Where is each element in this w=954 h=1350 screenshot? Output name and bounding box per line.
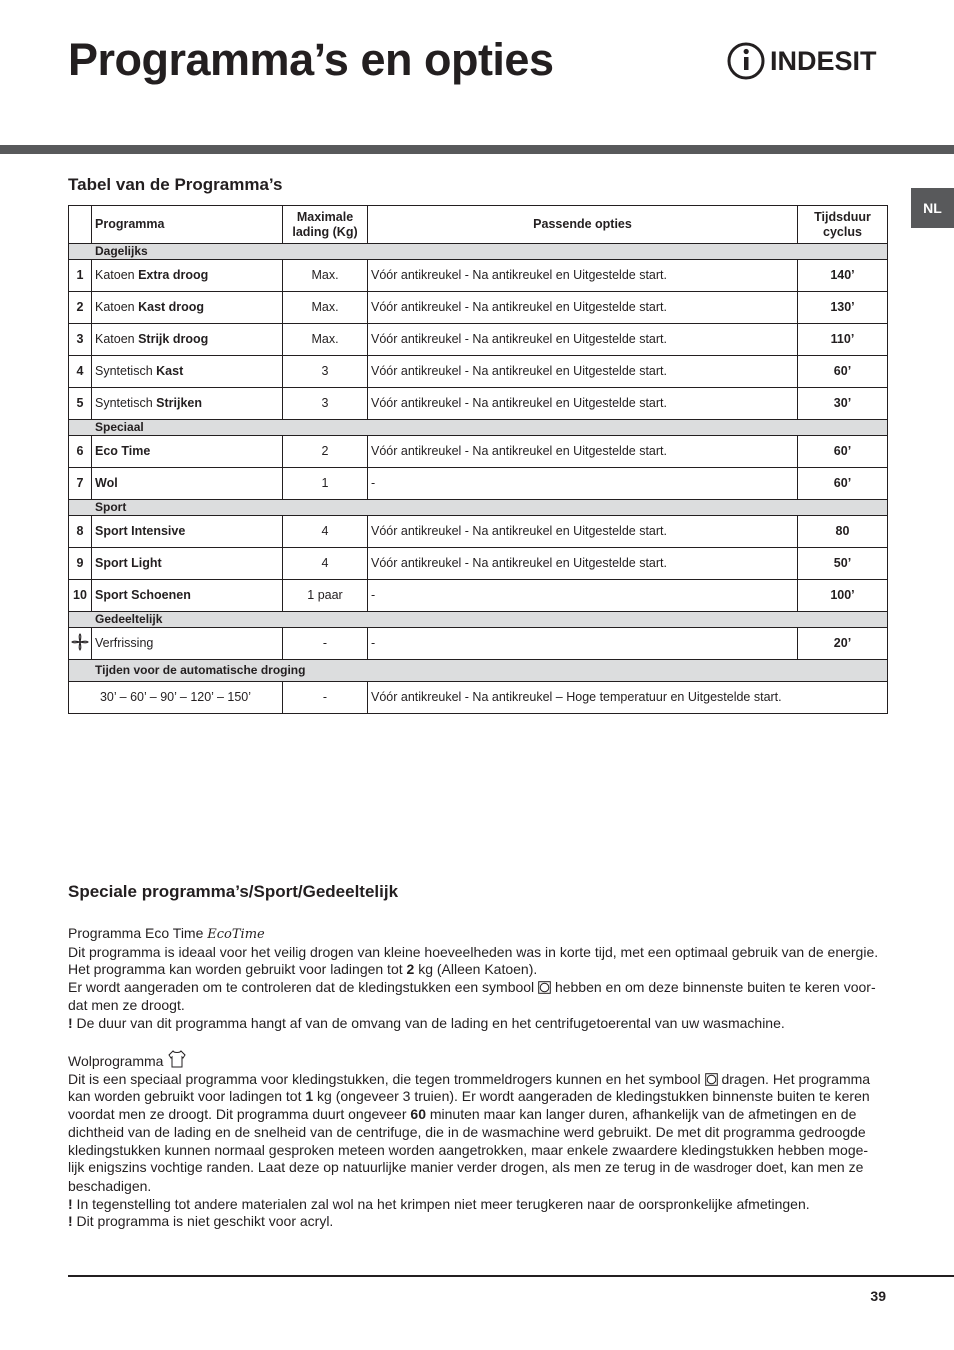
row-program [92, 436, 283, 468]
row-program-type: Katoen [95, 332, 139, 346]
row-program-type: Katoen [95, 268, 139, 282]
text-run: De duur van dit programma hangt af van de omvang van de lading en het centrifugetoerental van uw wasmachine. [72, 1014, 785, 1031]
wool-warning-2 [68, 1213, 883, 1231]
row-program-name: Strijken [156, 396, 202, 410]
special-section-title: Speciale programma’s/Sport/Gedeeltelijk [68, 882, 399, 901]
row-number: 1 [69, 260, 92, 292]
text-run: hebben en om deze binnenste buiten te keren voor-dat men ze droogt. [68, 979, 876, 1013]
text-run: dragen. Het programma kan worden gebruikt voor ladingen tot [68, 1070, 871, 1105]
row-load: Max. [283, 292, 368, 324]
row-program [92, 548, 283, 580]
wool-sweater-icon [167, 1049, 187, 1069]
row-program [92, 260, 283, 292]
row-duration: 80 [798, 516, 888, 548]
refresh-fan-icon [71, 633, 89, 651]
eco-time-warning [68, 1015, 883, 1033]
load-value: 2 [406, 961, 415, 978]
row-options: - [368, 468, 798, 500]
row-options: - [368, 580, 798, 612]
row-number: 4 [69, 356, 92, 388]
text-run: Dit is een speciaal programma voor kledingstukken, die tegen trommeldrogers kunnen en het symbool [68, 1070, 705, 1087]
row-number: 8 [69, 516, 92, 548]
row-options: Vóór antikreukel - Na antikreukel en Uitgestelde start. [368, 356, 798, 388]
row-options: Vóór antikreukel - Na antikreukel en Uitgestelde start. [368, 292, 798, 324]
row-number: 9 [69, 548, 92, 580]
eco-time-paragraph-1: Dit programma is ideaal voor het veilig drogen van kleine hoeveelheden was in korte tijd, met een optimaal gebruik van de energie. [68, 943, 879, 960]
category-row [69, 660, 888, 682]
row-program-type: Syntetisch [95, 396, 157, 410]
header-number [69, 206, 92, 244]
eco-time-logo: EcoTime [207, 927, 265, 942]
warning-mark: ! [68, 1195, 73, 1212]
warning-mark: ! [68, 1014, 73, 1031]
row-program-type: Verfrissing [95, 636, 154, 650]
row-duration: 50’ [798, 548, 888, 580]
tumble-dry-symbol-icon [538, 981, 551, 994]
table-row [69, 548, 888, 580]
row-load: 4 [283, 516, 368, 548]
category-row [69, 244, 888, 260]
indesit-i-icon [726, 40, 766, 82]
row-load: 1 [283, 468, 368, 500]
table-row [69, 292, 888, 324]
row-number: 3 [69, 324, 92, 356]
text-run: kg (ongeveer 3 truien). Er wordt aangeraden de kledingstukken binnenste buiten te keren voordat men ze droogt. Dit programma duurt ongeveer [68, 1088, 870, 1123]
row-program [92, 580, 283, 612]
row-program [92, 324, 283, 356]
row-load: 3 [283, 356, 368, 388]
text-run: Dit programma is niet geschikt voor acryl. [72, 1213, 334, 1230]
row-duration: 100’ [798, 580, 888, 612]
row-number: 6 [69, 436, 92, 468]
row-symbol [69, 628, 92, 660]
category-partial: Gedeeltelijk [69, 612, 888, 628]
row-program-name: Kast droog [138, 300, 205, 314]
table-row [69, 260, 888, 292]
header-rule [0, 145, 954, 154]
table-row [69, 356, 888, 388]
row-load: - [283, 628, 368, 660]
row-options: Vóór antikreukel - Na antikreukel en Uitgestelde start. [368, 436, 798, 468]
row-load: 1 paar [283, 580, 368, 612]
row-program [92, 388, 283, 420]
text-run: wasdroger [693, 1161, 753, 1176]
row-program-name: Sport Light [95, 556, 162, 570]
row-number: 10 [69, 580, 92, 612]
row-program [92, 356, 283, 388]
row-program-name: Sport Intensive [95, 524, 186, 538]
row-program-name: Eco Time [95, 444, 151, 458]
row-program-name: Extra droog [138, 268, 209, 282]
row-program-name: Kast [156, 364, 184, 378]
row-options: Vóór antikreukel - Na antikreukel en Uitgestelde start. [368, 324, 798, 356]
brand-logo [726, 40, 888, 82]
text-run: In tegenstelling tot andere materialen zal wol na het krimpen niet meer terugkeren naar de oorspronkelijke afmetingen. [72, 1195, 810, 1212]
row-number: 5 [69, 388, 92, 420]
row-load: Max. [283, 260, 368, 292]
table-row [69, 436, 888, 468]
table-row [69, 580, 888, 612]
row-number: 7 [69, 468, 92, 500]
header-load: Maximale lading (Kg) [283, 206, 368, 244]
table-row [69, 324, 888, 356]
category-auto-drying: Tijden voor de automatische droging [69, 660, 888, 682]
eco-time-paragraph-3 [68, 979, 883, 1014]
row-load: Max. [283, 324, 368, 356]
row-program-name: Strijk droog [138, 332, 209, 346]
text-run: kg (Alleen Katoen). [414, 961, 538, 978]
table-row [69, 468, 888, 500]
wool-section [68, 1049, 883, 1231]
load-value: 1 [305, 1088, 314, 1105]
category-daily: Dagelijks [69, 244, 888, 260]
minutes-value: 60 [410, 1106, 426, 1123]
eco-time-section [68, 925, 883, 1032]
row-duration: 110’ [798, 324, 888, 356]
text-run: Er wordt aangeraden om te controleren dat de kledingstukken een symbool [68, 979, 539, 996]
header-duration: Tijdsduur cyclus [798, 206, 888, 244]
text-run: doet, kan men ze beschadigen. [68, 1159, 864, 1194]
category-sport: Sport [69, 500, 888, 516]
row-load: - [283, 682, 368, 714]
row-duration: 60’ [798, 468, 888, 500]
row-options: Vóór antikreukel - Na antikreukel – Hoge temperatuur en Uitgestelde start. [368, 682, 888, 714]
table-row [69, 682, 888, 714]
row-program [92, 468, 283, 500]
page-title: Programma’s en opties [68, 34, 554, 85]
row-duration: 30’ [798, 388, 888, 420]
row-options: - [368, 628, 798, 660]
tumble-dry-symbol-icon [705, 1073, 718, 1086]
row-program-name: Sport Schoenen [95, 588, 191, 602]
wool-paragraph [68, 1071, 883, 1196]
row-program-type: Syntetisch [95, 364, 157, 378]
row-load: 3 [283, 388, 368, 420]
row-number: 2 [69, 292, 92, 324]
table-section-title: Tabel van de Programma’s [68, 175, 283, 194]
auto-times: 30’ – 60’ – 90’ – 120’ – 150’ [69, 682, 283, 714]
brand-name: INDESIT [770, 46, 877, 76]
row-options: Vóór antikreukel - Na antikreukel en Uitgestelde start. [368, 388, 798, 420]
text-run: Het programma kan worden gebruikt voor ladingen tot [68, 961, 407, 978]
program-table [68, 205, 888, 714]
language-tab: NL [911, 188, 954, 228]
footer-rule [68, 1275, 954, 1277]
category-special: Speciaal [69, 420, 888, 436]
row-duration: 60’ [798, 356, 888, 388]
row-duration: 140’ [798, 260, 888, 292]
row-options: Vóór antikreukel - Na antikreukel en Uitgestelde start. [368, 260, 798, 292]
wool-heading: Wolprogramma [68, 1053, 164, 1069]
text-run: minuten maar kan langer duren, afhankelijk van de afmetingen en de dichtheid van de lading en de snelheid van de centrifuge, die in de wasmachine werd gebruikt. De met dit programma gedroogde kledingstukken kunnen normaal gesproken meteen worden aangetrokken, maar enkele zwaardere kledingstukken hebben moge-lijk enigszins vochtige randen. Laat deze op natuurlijke manier verder drogen, als men ze terug in de [68, 1106, 869, 1176]
header-program: Programma [92, 206, 283, 244]
page-number: 39 [870, 1288, 886, 1304]
row-load: 4 [283, 548, 368, 580]
row-options: Vóór antikreukel - Na antikreukel en Uitgestelde start. [368, 516, 798, 548]
row-duration: 60’ [798, 436, 888, 468]
eco-time-heading: Programma Eco Time [68, 925, 204, 941]
category-row [69, 420, 888, 436]
table-row [69, 388, 888, 420]
row-load: 2 [283, 436, 368, 468]
header-options: Passende opties [368, 206, 798, 244]
row-options: Vóór antikreukel - Na antikreukel en Uitgestelde start. [368, 548, 798, 580]
category-row [69, 612, 888, 628]
row-duration: 20’ [798, 628, 888, 660]
table-header-row [69, 206, 888, 244]
row-program [92, 292, 283, 324]
table-row [69, 628, 888, 660]
category-row [69, 500, 888, 516]
warning-mark: ! [68, 1213, 73, 1230]
eco-time-paragraph-2 [68, 961, 883, 979]
table-row [69, 516, 888, 548]
row-program-name: Wol [95, 476, 118, 490]
wool-warning-1 [68, 1196, 883, 1214]
row-program [92, 628, 283, 660]
row-program-type: Katoen [95, 300, 139, 314]
row-program [92, 516, 283, 548]
row-duration: 130’ [798, 292, 888, 324]
